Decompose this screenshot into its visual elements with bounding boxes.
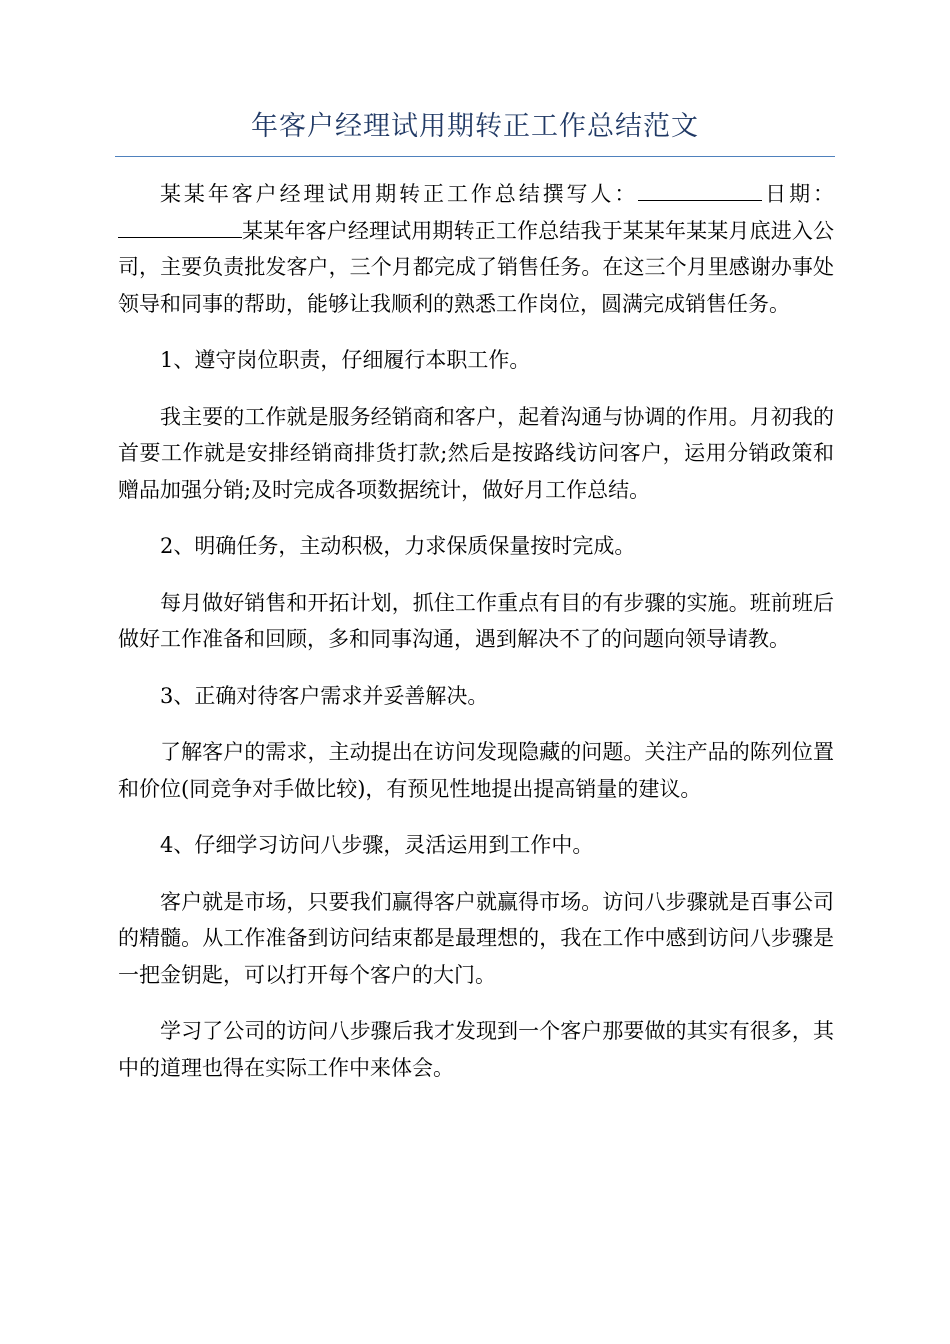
paragraph-3: 了解客户的需求，主动提出在访问发现隐藏的问题。关注产品的陈列位置和价位(同竞争对手做比较)，有预见性地提出提高销量的建议。	[118, 740, 834, 801]
paragraph-5: 学习了公司的访问八步骤后我才发现到一个客户那要做的其实有很多，其中的道理也得在实际工作中来体会。	[118, 1019, 834, 1080]
paragraph-1: 我主要的工作就是服务经销商和客户，起着沟通与协调的作用。月初我的首要工作就是安排经销商排货打款;然后是按路线访问客户，运用分销政策和赠品加强分销;及时完成各项数据统计，做好月工作总结。	[118, 404, 834, 502]
author-blank-line	[638, 180, 762, 201]
paragraph-2: 每月做好销售和开拓计划，抓住工作重点有目的有步骤的实施。班前班后做好工作准备和回顾，多和同事沟通，遇到解决不了的问题向领导请教。	[118, 590, 834, 651]
heading-4: 4、仔细学习访问八步骤，灵活运用到工作中。	[160, 833, 594, 857]
document-body	[118, 176, 834, 1106]
title-block	[115, 106, 835, 157]
author-label: 某某年客户经理试用期转正工作总结撰写人：	[160, 182, 639, 206]
heading-2: 2、明确任务，主动积极，力求保质保量按时完成。	[160, 534, 636, 558]
document-title: 年客户经理试用期转正工作总结范文	[251, 111, 699, 142]
intro-paragraph	[118, 176, 834, 322]
date-label: 日期：	[762, 182, 835, 206]
heading-1: 1、遵守岗位职责，仔细履行本职工作。	[160, 348, 531, 372]
date-blank-line	[118, 217, 242, 238]
intro-text: 某某年客户经理试用期转正工作总结我于某某年某某月底进入公司，主要负责批发客户，三个月都完成了销售任务。在这三个月里感谢办事处领导和同事的帮助，能够让我顺利的熟悉工作岗位，圆满完成销售任务。	[118, 218, 834, 316]
heading-3: 3、正确对待客户需求并妥善解决。	[160, 683, 489, 708]
paragraph-4: 客户就是市场，只要我们赢得客户就赢得市场。访问八步骤就是百事公司的精髓。从工作准备到访问结束都是最理想的，我在工作中感到访问八步骤是一把金钥匙，可以打开每个客户的大门。	[118, 889, 834, 987]
